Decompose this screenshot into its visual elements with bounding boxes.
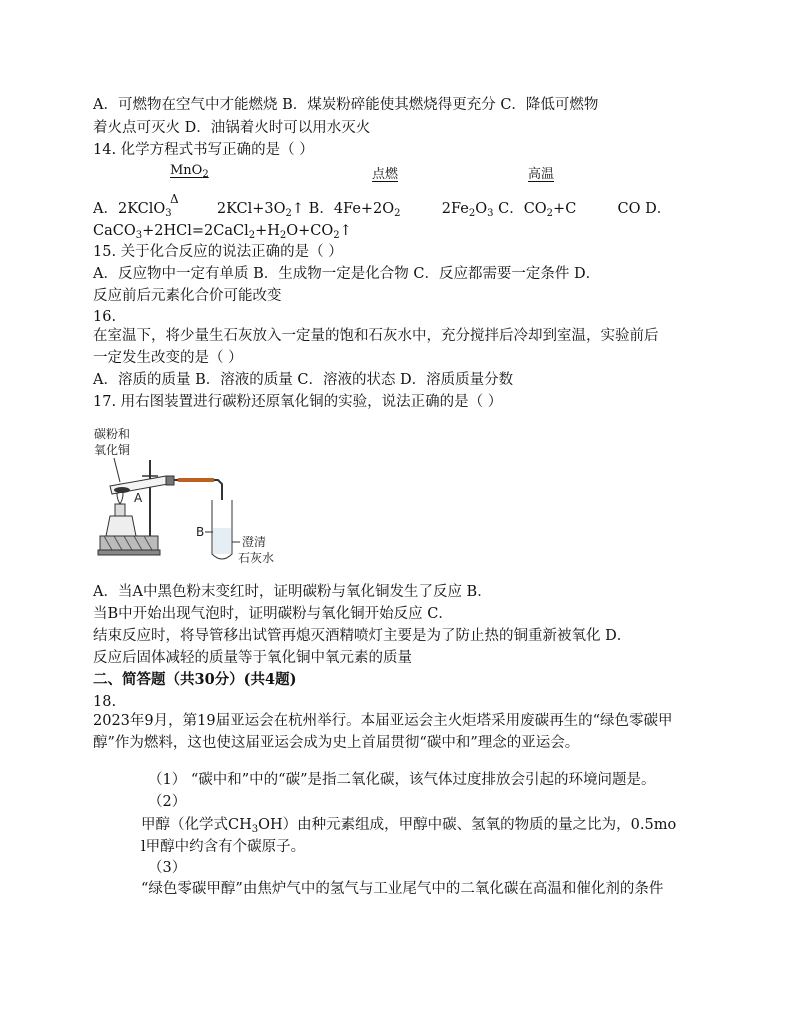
q15-stem: 15. 关于化合反应的说法正确的是（ ） [93,244,343,260]
alcohol-burner [106,516,136,536]
label-leader-line [114,458,120,482]
q16-options: A．溶质的质量 B．溶液的质量 C．溶液的状态 D．溶质质量分数 [93,372,514,388]
fig-label-carbon-copper-oxide-1: 碳粉和 [94,427,131,441]
fig-label-limewater-2: 石灰水 [238,551,275,565]
fig-label-carbon-copper-oxide-2: 氧化铜 [94,443,131,457]
stand-base [100,536,158,550]
q18-sub2-label: （2） [148,794,187,810]
q13-line2: 着火点可灭火 D．油锅着火时可以用水灭火 [93,120,371,136]
q16-line1: 在室温下，将少量生石灰放入一定量的饱和石灰水中，充分搅拌后冷却到室温，实验前后 [93,328,659,344]
fig-label-limewater-1: 澄清 [242,535,267,549]
q16-line2: 一定发生改变的是（ ） [93,350,243,366]
section-heading: 二、简答题（共30分）(共4题) [93,671,297,688]
q18-sub2-line2: l甲醇中约含有个碳原子。 [141,839,306,855]
q18-sub3-line1: “绿色零碳甲醇”由焦炉气中的氢气与工业尾气中的二氧化碳在高温和催化剂的条件 [141,881,664,897]
apparatus-diagram [92,424,312,574]
condition-mno2: MnO$_2$ [170,163,209,180]
condition-heat-symbol: Δ [170,192,179,206]
fig-label-b: B [196,525,205,539]
condition-high-temp: 高温 [528,167,555,182]
q15-line2: 反应前后元素化合价可能改变 [93,288,282,304]
q16-number: 16. [93,309,117,325]
stopper [166,476,174,485]
q14-stem: 14. 化学方程式书写正确的是（ ） [93,142,314,158]
q14-options-line: A．2KClO$_3$ $2KCl+3O_2↑$ B．$4Fe+2O_2$ $2Fe_2O_3$ C．$CO_2+C$ CO D． [93,201,672,219]
q17-line4: 反应后固体减轻的质量等于氧化铜中氧元素的质量 [93,650,412,666]
q17-line3: 结束反应时，将导管移出试管再熄灭酒精喷灯主要是为了防止热的铜重新被氧化 D． [93,628,632,644]
q18-number: 18. [93,694,117,710]
q18-sub2-line1: 甲醇（化学式$CH_3OH$）由种元素组成，甲醇中碳、氢氧的物质的量之比为，0.5mo [141,817,677,835]
q14-option-d: $CaCO_3+2HCl=2CaCl_2+H_2O+CO_2↑$ [93,223,352,241]
q13-line1: A．可燃物在空气中才能燃烧 B．煤炭粉碎能使其燃烧得更充分 C．降低可燃物 [93,97,599,113]
fig-label-a: A [134,491,143,505]
limewater [213,528,231,554]
black-powder [114,487,130,493]
q15-line1: A．反应物中一定有单质 B．生成物一定是化合物 C．反应都需要一定条件 D． [93,266,601,282]
q17-line2: 当B中开始出现气泡时，证明碳粉与氧化铜开始反应 C． [93,606,453,622]
condition-ignite: 点燃 [372,167,399,182]
q18-sub1: （1） “碳中和”中的“碳”是指二氧化碳，该气体过度排放会引起的环境问题是。 [148,772,656,788]
q18-intro1: 2023年9月，第19届亚运会在杭州举行。本届亚运会主火炬塔采用废碳再生的“绿色零碳甲 [93,713,673,729]
q18-intro2: 醇”作为燃料，这也使这届亚运会成为史上首届贯彻“碳中和”理念的亚运会。 [93,735,580,751]
q18-sub3-label: （3） [148,860,187,876]
q17-line1: A．当A中黑色粉末变红时，证明碳粉与氧化铜发生了反应 B． [93,584,492,600]
q17-stem: 17. 用右图装置进行碳粉还原氧化铜的实验，说法正确的是（ ） [93,394,503,410]
